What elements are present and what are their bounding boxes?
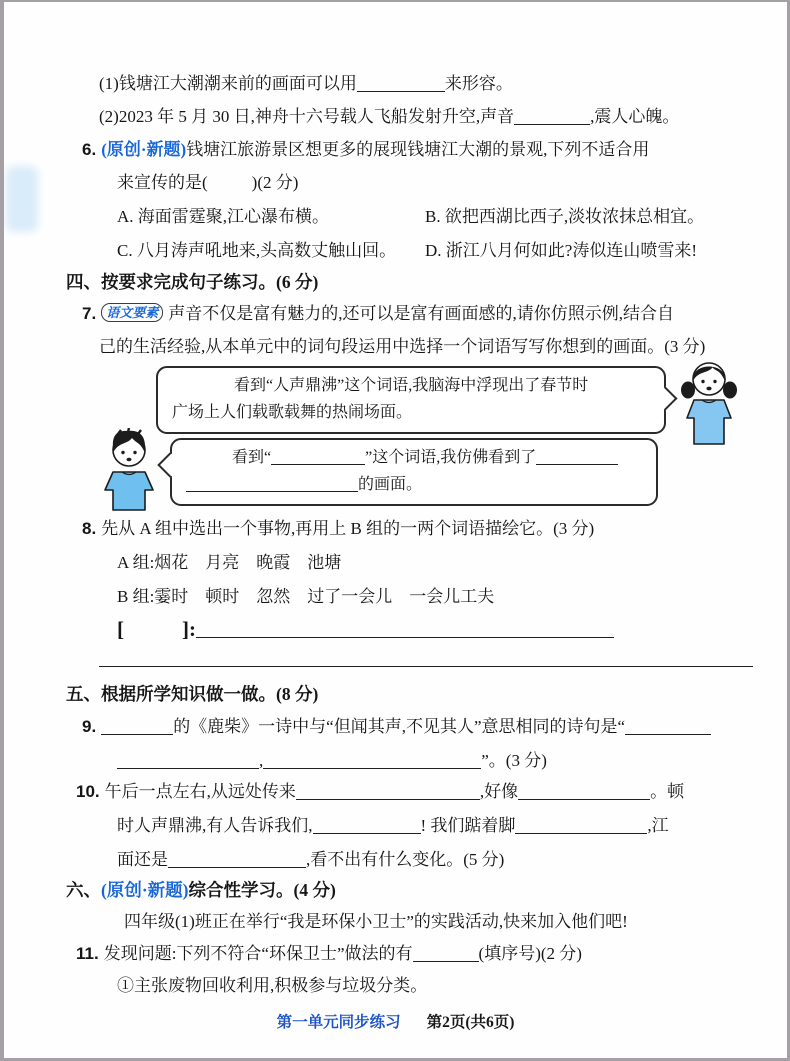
boy-bubble-post: 的画面。 — [358, 476, 423, 493]
question-11-stem — [76, 942, 582, 966]
yuwen-yaosu-badge: 语文要素 — [101, 303, 163, 322]
answer-blank — [536, 448, 618, 465]
question-7-stem-line1 — [82, 302, 674, 326]
page-content — [64, 2, 756, 1058]
question-10-line2 — [117, 814, 669, 838]
answer-blank — [117, 751, 259, 769]
q9-comma: , — [259, 751, 264, 770]
girl-bubble-line1: 看到“人声鼎沸”这个词语,我脑海中浮现出了春节时 — [234, 377, 589, 394]
answer-blank — [625, 717, 711, 735]
question-6-options-row2 — [117, 239, 697, 263]
q11-text1: 发现问题:下列不符合“环保卫士”做法的有 — [103, 944, 413, 963]
question-7-stem-line2: 己的生活经验,从本单元中的词句段运用中选择一个词语写写你想到的画面。(3 分) — [99, 337, 706, 356]
option-d: D. 浙江八月何如此?涛似连山喷雪来! — [425, 241, 697, 260]
answer-space — [124, 621, 182, 638]
question-5-sub-1 — [99, 72, 513, 96]
footer-page-number: 第2页(共6页) — [426, 1014, 515, 1031]
q10-text5: ! 我们踮着脚 — [420, 816, 516, 835]
question-9-line1 — [82, 715, 711, 739]
boy-bubble-line2 — [186, 471, 642, 498]
q8-answer-line-2 — [99, 642, 753, 667]
q8-answer-row — [117, 617, 614, 642]
question-6-stem-line2 — [117, 171, 298, 195]
q11-number: 11. — [76, 944, 99, 963]
section-5-title: 五、根据所学知识做一做。(8 分) — [66, 684, 319, 704]
bubble-tail-right — [653, 386, 677, 410]
section-6-title — [66, 878, 336, 902]
q6-stem-text2-post: )(2 分) — [251, 173, 299, 192]
q8-group-b: B 组:霎时 顿时 忽然 过了一会儿 一会儿工夫 — [117, 587, 495, 606]
option-b: B. 欲把西湖比西子,淡妆浓抹总相宜。 — [425, 207, 705, 226]
question-8-stem — [82, 517, 594, 541]
answer-blank — [518, 782, 650, 800]
q5-sub2-suffix: ,震人心魄。 — [590, 107, 680, 126]
q6-number: 6. — [82, 140, 97, 159]
answer-blank — [263, 751, 481, 769]
q8-bracket-open: [ — [117, 617, 124, 641]
answer-blank — [101, 717, 173, 735]
q7-stem-text: 声音不仅是富有魅力的,还可以是富有画面感的,请你仿照示例,结合自 — [168, 304, 674, 323]
q6-stem-text: 钱塘江旅游景区想更多的展现钱塘江大潮的景观,下列不适合用 — [186, 140, 650, 159]
answer-blank — [186, 475, 358, 492]
answer-blank — [515, 816, 647, 834]
section-4-title: 四、按要求完成句子练习。(6 分) — [66, 272, 319, 292]
answer-blank — [313, 816, 421, 834]
q10-number: 10. — [76, 782, 100, 801]
option-c: C. 八月涛声吼地来,头高数丈触山回。 — [117, 241, 397, 260]
question-6-options-row1 — [117, 205, 704, 229]
q5-sub1-text: (1)钱塘江大潮潮来前的画面可以用 — [99, 74, 357, 93]
answer-blank — [168, 850, 306, 868]
q5-sub1-suffix: 来形容。 — [444, 74, 513, 93]
question-10-line1 — [76, 780, 684, 804]
sec6-original-tag: (原创·新题) — [101, 880, 189, 900]
boy-character-illustration — [98, 428, 160, 512]
q8-number: 8. — [82, 519, 97, 538]
q5-sub2-text: (2)2023 年 5 月 30 日,神舟十六号载人飞船发射升空,声音 — [99, 107, 515, 126]
bubble-tail-left — [157, 452, 182, 477]
q10-text3: 。顿 — [650, 782, 685, 801]
q8-stem-text: 先从 A 组中选出一个事物,再用上 B 组的一两个词语描绘它。(3 分) — [101, 519, 595, 538]
section-6-intro: 四年级(1)班正在举行“我是环保小卫士”的实践活动,快来加入他们吧! — [124, 912, 628, 931]
q9-number: 9. — [82, 717, 97, 736]
answer-blank — [296, 782, 480, 800]
q9-text: 的《鹿柴》一诗中与“但闻其声,不见其人”意思相同的诗句是“ — [173, 717, 626, 736]
footer-doc-title: 第一单元同步练习 — [276, 1014, 401, 1031]
sec6-title-pre: 六、 — [66, 880, 101, 900]
q10-text8: ,看不出有什么变化。(5 分) — [306, 850, 505, 869]
q10-text1: 午后一点左右,从远处传来 — [104, 782, 296, 801]
girl-speech-bubble — [156, 366, 666, 434]
q11-text2: (填序号)(2 分) — [478, 944, 582, 963]
answer-blank — [271, 448, 365, 465]
q7-number: 7. — [82, 304, 97, 323]
answer-blank — [357, 74, 445, 92]
q6-stem-text2-pre: 来宣传的是( — [117, 173, 208, 192]
answer-blank — [514, 107, 590, 125]
answer-blank — [196, 620, 614, 638]
q10-text7: 面还是 — [117, 850, 168, 869]
answer-blank — [413, 944, 479, 962]
q11-option-1: ①主张废物回收利用,积极参与垃圾分类。 — [117, 976, 428, 995]
scan-smudge — [6, 166, 38, 232]
boy-bubble-line1 — [186, 444, 642, 471]
boy-bubble-pre: 看到“ — [232, 449, 272, 466]
question-5-sub-2 — [99, 105, 679, 129]
boy-bubble-mid: ”这个词语,我仿佛看到了 — [365, 449, 537, 466]
page-footer — [4, 1010, 787, 1032]
q10-text4: 时人声鼎沸,有人告诉我们, — [117, 816, 313, 835]
sec6-title-post: 综合性学习。(4 分) — [188, 880, 336, 900]
girl-character-illustration — [680, 358, 738, 446]
q9-suffix: ”。(3 分) — [481, 751, 547, 770]
q6-original-tag: (原创·新题) — [101, 140, 187, 159]
question-10-line3 — [117, 848, 504, 872]
girl-bubble-line2: 广场上人们载歌载舞的热闹场面。 — [172, 404, 413, 421]
option-a: A. 海面雷霆聚,江心瀑布横。 — [117, 207, 330, 226]
question-9-line2 — [117, 749, 547, 773]
question-6-stem-line1 — [82, 138, 649, 162]
q10-text6: ,江 — [647, 816, 669, 835]
q7-example-figure — [64, 362, 756, 510]
answer-space — [208, 174, 252, 191]
boy-speech-bubble — [170, 438, 658, 506]
q8-group-a: A 组:烟花 月亮 晚霞 池塘 — [117, 553, 342, 572]
q8-bracket-close: ]: — [182, 617, 196, 641]
q10-text2: ,好像 — [479, 782, 519, 801]
